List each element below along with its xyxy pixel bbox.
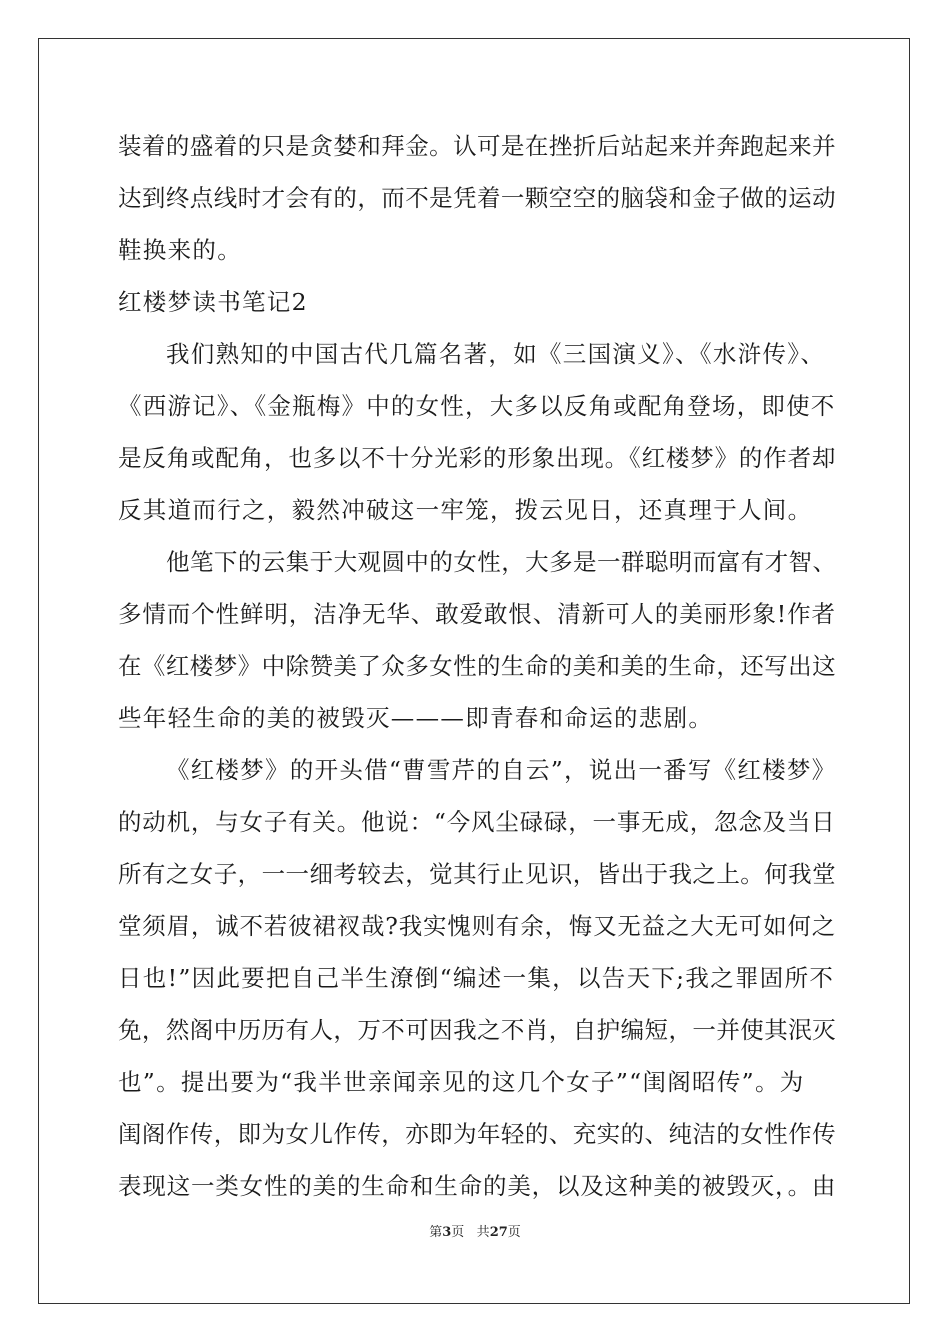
- text-line: 日也!”因此要把自己半生潦倒“编述一集，以告天下;我之罪固所不: [118, 964, 835, 992]
- text-line: 《红楼梦》的开头借“曹雪芹的自云”，说出一番写《红楼梦》: [166, 756, 837, 784]
- footer-prefix: 第: [429, 1225, 443, 1240]
- total-page-count: 27: [489, 1225, 508, 1240]
- text-line: 闺阁作传，即为女儿作传，亦即为年轻的、充实的、纯洁的女性作传: [118, 1120, 836, 1148]
- text-line: 的动机，与女子有关。他说：“今风尘碌碌，一事无成，忽念及当日: [118, 808, 836, 836]
- text-line: 多情而个性鲜明，洁净无华、敢爱敢恨、清新可人的美丽形象!作者: [118, 600, 836, 628]
- text-line: 鞋换来的。: [118, 236, 242, 264]
- text-line: 所有之女子，一一细考较去，觉其行止见识，皆出于我之上。何我堂: [118, 860, 836, 888]
- text-line: 免，然阁中历历有人，万不可因我之不肖，自护编短，一并使其泯灭: [118, 1016, 836, 1044]
- page-footer: [0, 1221, 950, 1240]
- section-heading: 红楼梦读书笔记2: [118, 288, 308, 316]
- text-line: 达到终点线时才会有的，而不是凭着一颗空空的脑袋和金子做的运动: [118, 184, 836, 212]
- current-page-number: 3: [442, 1225, 452, 1240]
- text-line: 《西游记》、《金瓶梅》中的女性，大多以反角或配角登场，即使不: [118, 392, 836, 420]
- text-line: 表现这一类女性的美的生命和生命的美，以及这种美的被毁灭，。由: [118, 1172, 837, 1200]
- text-line: 我们熟知的中国古代几篇名著，如《三国演义》、《水浒传》、: [166, 340, 826, 368]
- text-line: 在《红楼梦》中除赞美了众多女性的生命的美和美的生命，还写出这: [118, 652, 836, 680]
- text-line: 反其道而行之，毅然冲破这一牢笼，拨云见日，还真理于人间。: [118, 496, 813, 524]
- text-line: 他笔下的云集于大观圆中的女性，大多是一群聪明而富有才智、: [166, 548, 837, 576]
- footer-total-prefix: 共: [476, 1225, 490, 1240]
- footer-page-suffix: 页: [451, 1225, 465, 1240]
- text-line: 堂须眉，诚不若彼裙衩哉?我实愧则有余，悔又无益之大无可如何之: [118, 912, 837, 940]
- text-line: 些年轻生命的美的被毁灭———即青春和命运的悲剧。: [118, 704, 714, 732]
- text-line: 是反角或配角，也多以不十分光彩的形象出现。《红楼梦》的作者却: [118, 444, 837, 472]
- text-line: 装着的盛着的只是贪婪和拜金。认可是在挫折后站起来并奔跑起来并: [118, 132, 836, 160]
- text-line: 也”。提出要为“我半世亲闻亲见的这几个女子”“闺阁昭传”。为: [118, 1068, 805, 1096]
- footer-total-suffix: 页: [507, 1225, 521, 1240]
